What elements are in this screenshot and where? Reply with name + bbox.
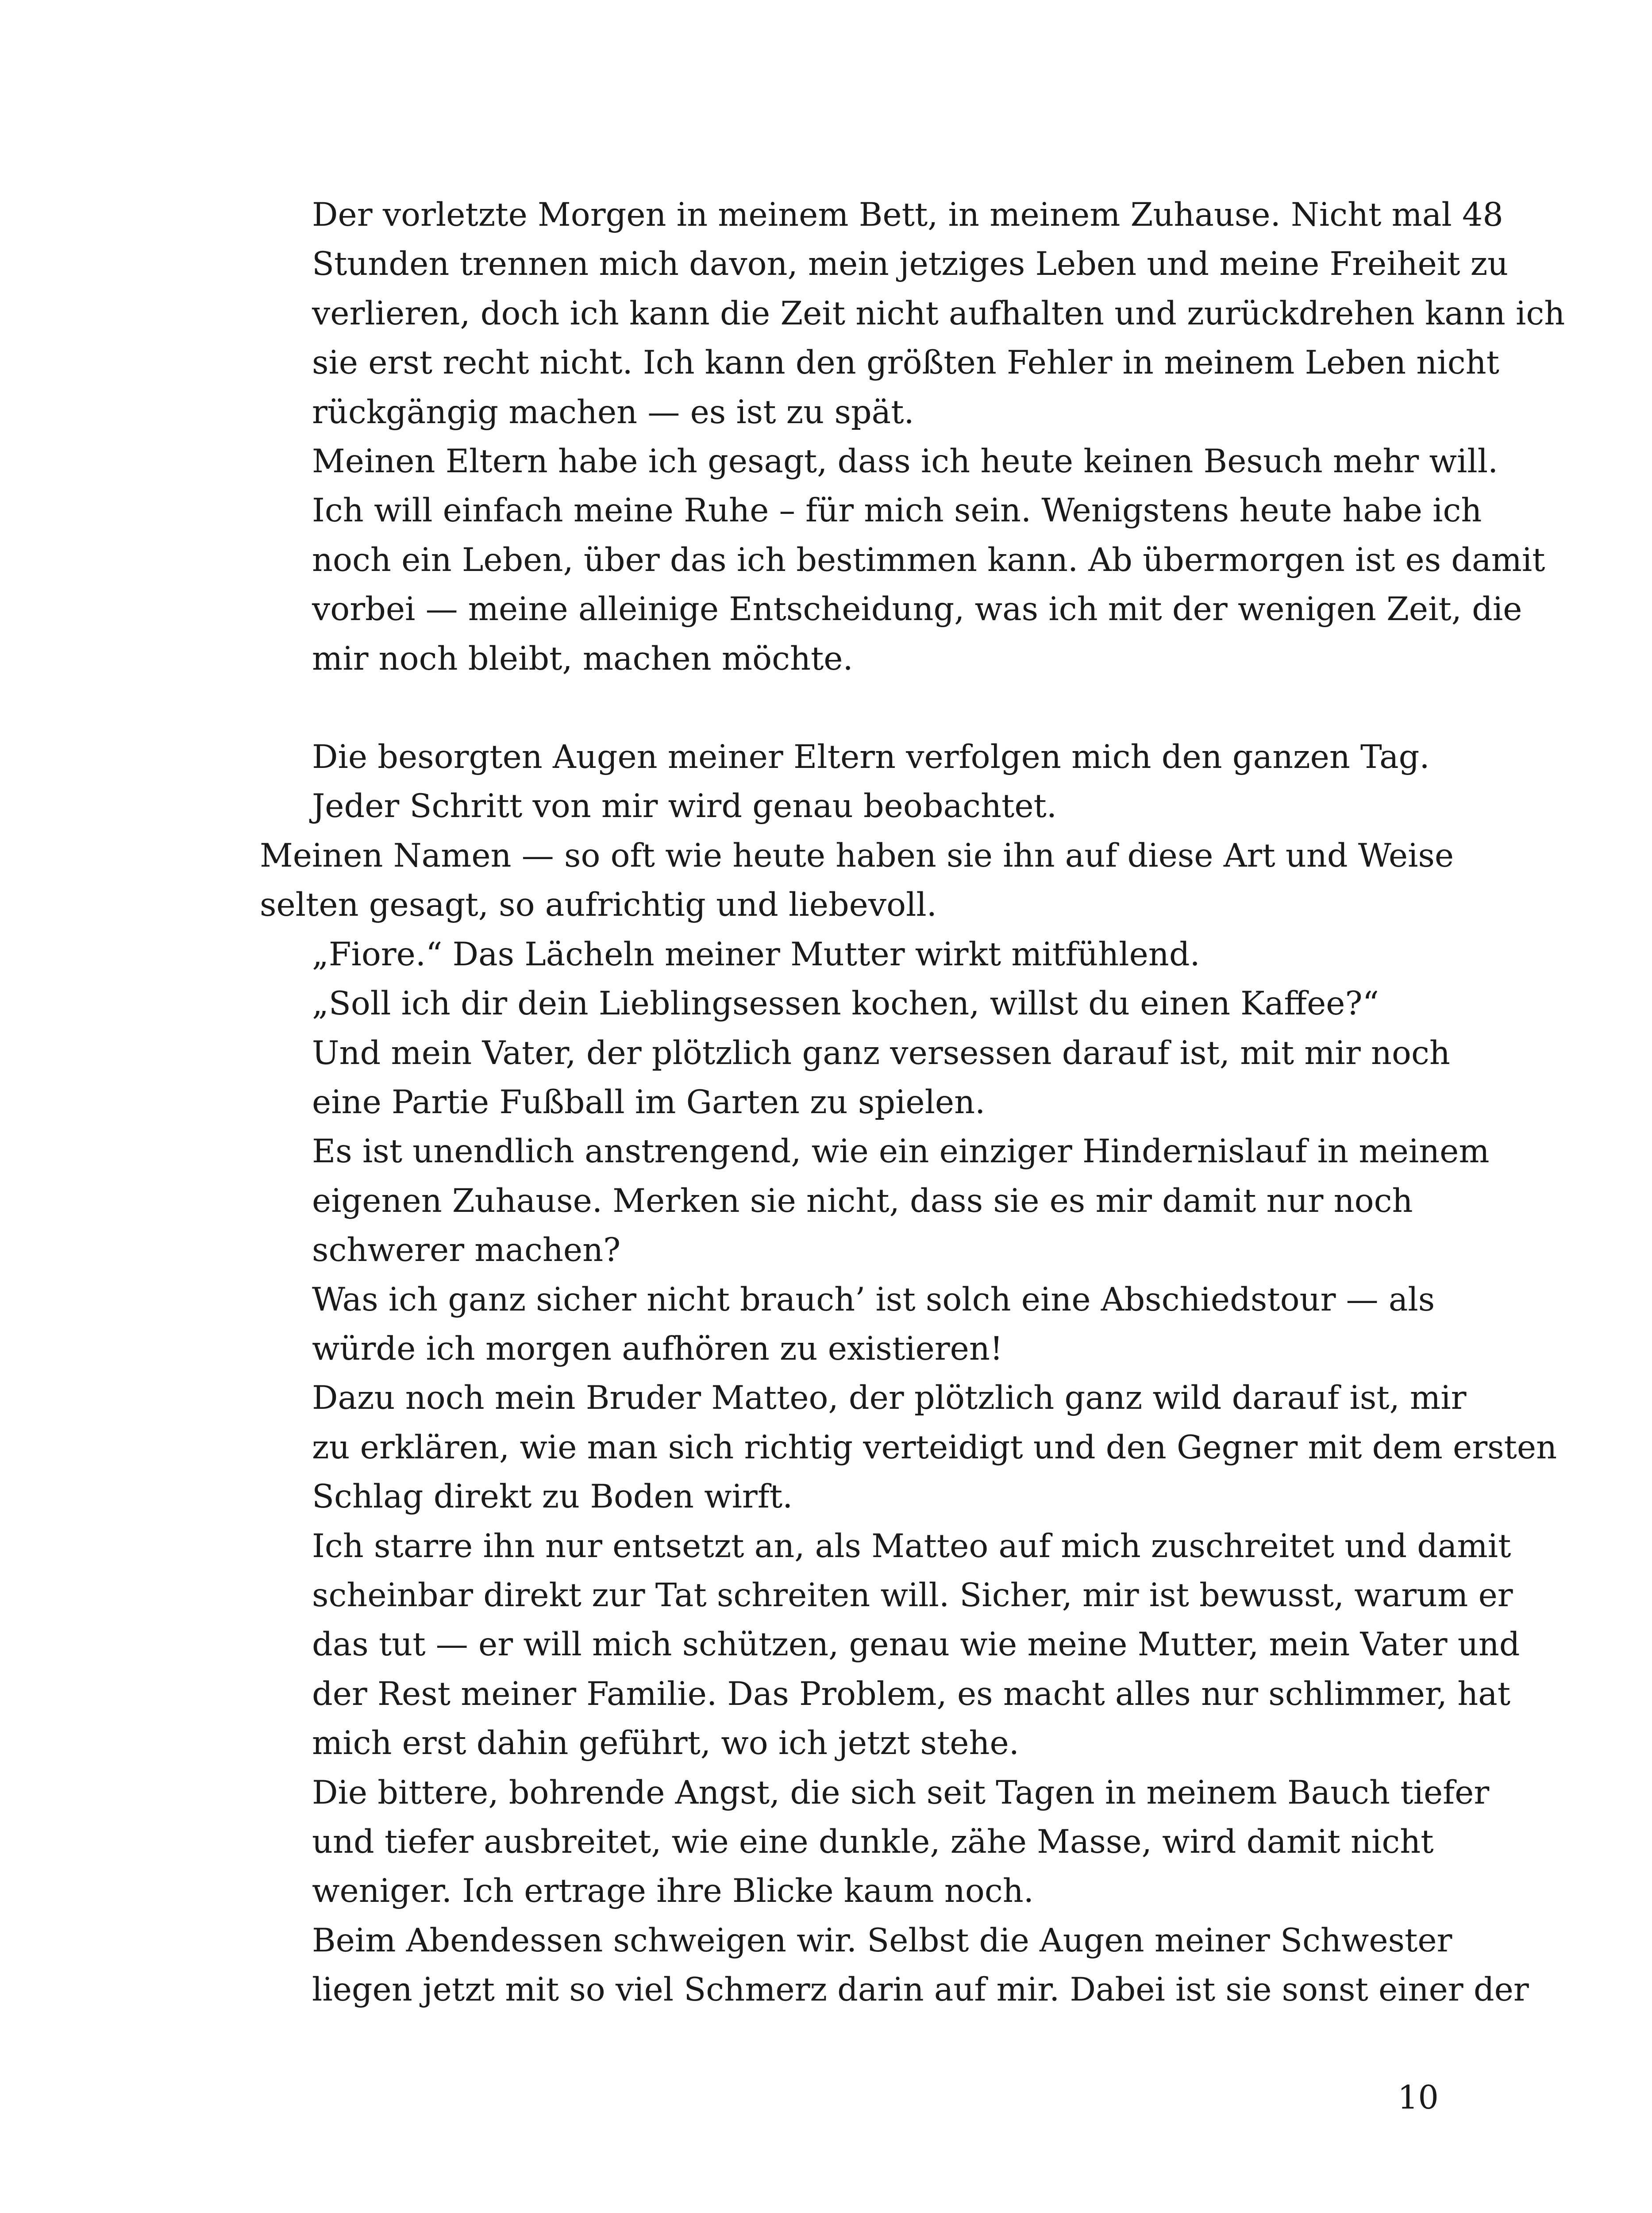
text-line: rückgängig machen — es ist zu spät. [312, 393, 914, 431]
text-line: mir noch bleibt, machen möchte. [312, 640, 853, 678]
text-line: Die bittere, bohrende Angst, die sich seit Tagen in meinem Bauch tiefer [312, 1773, 1490, 1812]
section-break [260, 683, 1455, 733]
paragraph [260, 831, 1455, 930]
text-line: Der vorletzte Morgen in meinem Bett, in meinem Zuhause. Nicht mal 48 [312, 196, 1503, 234]
paragraph [260, 1373, 1557, 1521]
text-line: und tiefer ausbreitet, wie eine dunkle, zähe Masse, wird damit nicht [312, 1823, 1434, 1861]
text-line: liegen jetzt mit so viel Schmerz darin auf mir. Dabei ist sie sonst einer der [312, 1971, 1529, 2009]
body-text [260, 190, 1565, 2015]
text-line: scheinbar direkt zur Tat schreiten will. Sicher, mir ist bewusst, warum er [312, 1576, 1513, 1614]
paragraph [260, 1768, 1490, 1916]
paragraph [260, 733, 1455, 831]
text-line: weniger. Ich ertrage ihre Blicke kaum noch. [312, 1872, 1034, 1910]
paragraph [260, 1522, 1520, 1768]
paragraph [260, 930, 1455, 979]
text-line: Es ist unendlich anstrengend, wie ein einziger Hindernislauf in meinem [312, 1133, 1490, 1171]
text-line: würde ich morgen aufhören zu existieren! [312, 1330, 1003, 1368]
text-line: Was ich ganz sicher nicht brauch’ ist solch eine Abschiedstour — als [312, 1280, 1435, 1319]
text-line: Und mein Vater, der plötzlich ganz versessen darauf ist, mit mir noch [312, 1034, 1450, 1072]
text-line: noch ein Leben, über das ich bestimmen kann. Ab übermorgen ist es damit [312, 541, 1545, 579]
text-line: eigenen Zuhause. Merken sie nicht, dass sie es mir damit nur noch [312, 1182, 1413, 1220]
paragraph [260, 1029, 1455, 1127]
text-line: der Rest meiner Familie. Das Problem, es macht alles nur schlimmer, hat [312, 1675, 1511, 1713]
text-line: schwerer machen? [312, 1231, 621, 1269]
text-line: „Fiore.“ Das Lächeln meiner Mutter wirkt mitfühlend. [312, 935, 1200, 973]
text-line: Ich will einfach meine Ruhe – für mich sein. Wenigstens heute habe ich [312, 492, 1482, 530]
paragraph [260, 1916, 1529, 2015]
text-line: Stunden trennen mich davon, mein jetziges Leben und meine Freiheit zu [312, 245, 1509, 283]
text-line: Meinen Namen — so oft wie heute haben sie ihn auf diese Art und Weise [260, 837, 1454, 875]
page-number: 10 [1398, 2079, 1439, 2117]
paragraph [260, 1275, 1455, 1374]
text-line: eine Partie Fußball im Garten zu spielen. [312, 1083, 986, 1121]
text-line: zu erklären, wie man sich richtig verteidigt und den Gegner mit dem ersten [312, 1428, 1557, 1466]
text-line: Jeder Schritt von mir wird genau beobachtet. [312, 787, 1057, 825]
text-line: verlieren, doch ich kann die Zeit nicht aufhalten und zurückdrehen kann ich [312, 294, 1565, 332]
paragraph [260, 437, 1545, 683]
text-line: das tut — er will mich schützen, genau wie meine Mutter, mein Vater und [312, 1626, 1520, 1664]
text-line: Beim Abendessen schweigen wir. Selbst die Augen meiner Schwester [312, 1921, 1452, 1959]
text-line: Die besorgten Augen meiner Eltern verfolgen mich den ganzen Tag. [312, 738, 1430, 776]
text-line: selten gesagt, so aufrichtig und liebevoll. [260, 886, 937, 924]
paragraph [260, 1127, 1490, 1275]
paragraph [260, 979, 1455, 1028]
text-line: „Soll ich dir dein Lieblingsessen kochen, willst du einen Kaffee?“ [312, 985, 1379, 1023]
paragraph [260, 190, 1565, 437]
text-line: Schlag direkt zu Boden wirft. [312, 1478, 793, 1516]
text-line: sie erst recht nicht. Ich kann den größten Fehler in meinem Leben nicht [312, 344, 1499, 382]
text-line: mich erst dahin geführt, wo ich jetzt stehe. [312, 1724, 1019, 1762]
text-line: Dazu noch mein Bruder Matteo, der plötzlich ganz wild darauf ist, mir [312, 1379, 1467, 1417]
text-line: vorbei — meine alleinige Entscheidung, was ich mit der wenigen Zeit, die [312, 590, 1522, 628]
text-line: Meinen Eltern habe ich gesagt, dass ich heute keinen Besuch mehr will. [312, 443, 1498, 481]
text-line: Ich starre ihn nur entsetzt an, als Matteo auf mich zuschreitet und damit [312, 1527, 1511, 1565]
